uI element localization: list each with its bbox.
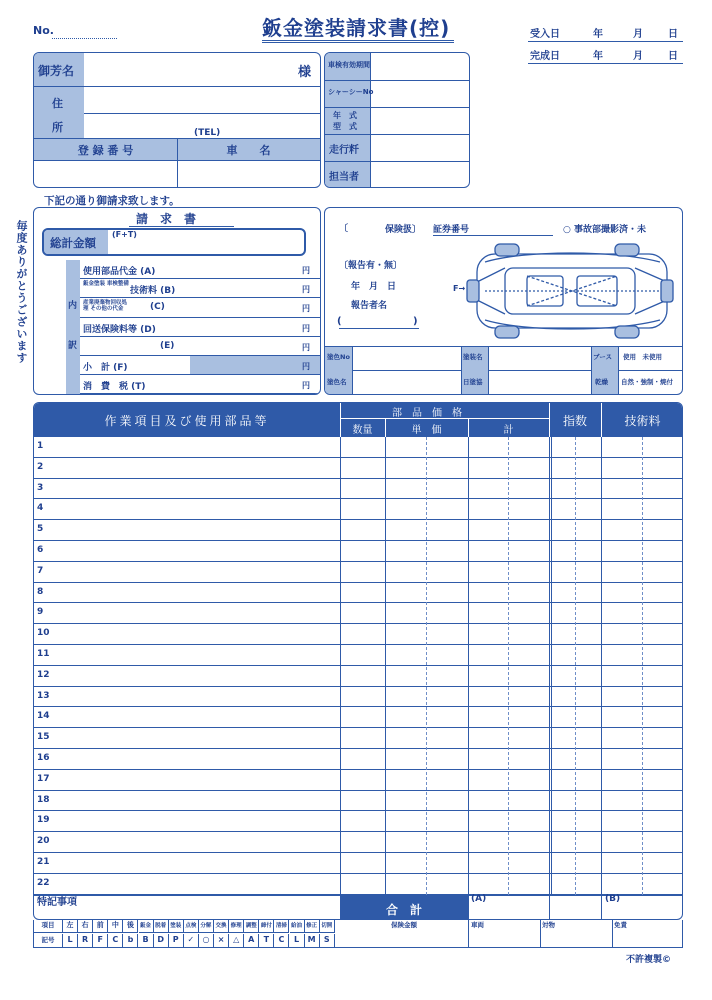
report-date-label: 年 月 日 <box>351 282 397 292</box>
table-row[interactable] <box>34 811 683 832</box>
paint-name-label: 塗装名 <box>463 353 483 361</box>
tel-label: (TEL) <box>194 128 221 138</box>
invoice-box <box>33 207 321 395</box>
legend-item: 交換 <box>214 920 229 933</box>
reg-no-field[interactable] <box>34 161 177 187</box>
yen-unit: 円 <box>302 285 310 295</box>
row-number: 16 <box>37 753 50 763</box>
property-amount-label: 対物 <box>542 921 555 929</box>
breakdown-label: 回送保険料等 (D) <box>83 324 156 335</box>
breakdown-label: 消 費 税 (T) <box>83 382 146 393</box>
table-row[interactable] <box>34 874 683 895</box>
table-row[interactable] <box>34 520 683 541</box>
vehicle-amount-label: 車両 <box>471 921 484 929</box>
total-header: 計 <box>503 424 514 436</box>
table-row[interactable] <box>34 624 683 645</box>
document-number-label: No. <box>33 24 54 37</box>
legend-item: 修理 <box>229 920 244 933</box>
row-number: 5 <box>37 524 44 535</box>
legend-code: C <box>274 934 289 947</box>
model-year-label: 年 式 <box>333 111 357 120</box>
sum-b-field[interactable] <box>601 896 683 920</box>
paint-name-field[interactable] <box>489 347 591 370</box>
completed-day-label: 日 <box>668 51 678 62</box>
legend-code: T <box>259 934 274 947</box>
column-divider <box>426 437 427 895</box>
legend-item: 清掃 <box>274 920 289 933</box>
legend-code: R <box>78 934 93 947</box>
parts-price-header: 部 品 価 格 <box>392 408 462 419</box>
table-row[interactable] <box>34 770 683 791</box>
row-number: 2 <box>37 461 44 472</box>
reporter-paren-open: ( <box>337 316 342 327</box>
column-divider <box>642 437 643 895</box>
inspection-field[interactable] <box>372 53 470 80</box>
deductible-field[interactable] <box>612 920 684 947</box>
breakdown-label: 小 計 (F) <box>83 363 128 373</box>
header-col-divider-1 <box>340 403 341 437</box>
legend-item: 左 <box>63 920 78 933</box>
row-number: 13 <box>37 690 50 701</box>
car-damage-diagram[interactable] <box>465 242 675 340</box>
insurance-amount-label: 保険金額 <box>391 921 417 929</box>
header-col-divider-4 <box>549 403 550 437</box>
table-row[interactable] <box>34 458 683 479</box>
column-divider <box>468 437 469 895</box>
column-divider <box>549 437 552 895</box>
staff-label: 担当者 <box>329 172 359 183</box>
table-row[interactable] <box>34 479 683 500</box>
row-number: 9 <box>37 607 44 618</box>
row-number: 6 <box>37 545 44 555</box>
color-name-label: 塗色名 <box>327 378 347 386</box>
sum-label-cell <box>340 896 468 920</box>
legend-item: 脱着 <box>154 920 169 933</box>
legend-code: D <box>154 934 169 947</box>
dry-label: 乾燥 <box>595 378 608 386</box>
header-col-divider-5 <box>601 403 602 437</box>
total-amount-row[interactable] <box>42 228 306 256</box>
sum-b-label: (B) <box>605 894 621 904</box>
honorific-label: 様 <box>298 65 312 80</box>
breakdown-label: (E) <box>160 340 175 351</box>
reporter-underline <box>339 328 419 329</box>
received-day-label: 日 <box>668 29 678 40</box>
table-row[interactable] <box>34 687 683 708</box>
booth-value[interactable]: 使用 未使用 <box>623 353 662 361</box>
row-number: 14 <box>37 711 50 722</box>
customer-box <box>33 52 321 188</box>
remarks-label: 特記事項 <box>37 897 77 908</box>
table-row[interactable] <box>34 645 683 666</box>
received-month-label: 月 <box>633 29 643 40</box>
legend-item-header: 項目 <box>34 920 63 933</box>
legend-code: b <box>123 934 138 947</box>
deductible-label: 免責 <box>614 921 627 929</box>
front-direction-label: F→ <box>453 284 466 293</box>
name-label: 御芳名 <box>38 64 75 78</box>
yen-unit: 円 <box>302 266 310 275</box>
japan-paint-label: 日塗協 <box>463 378 483 386</box>
legend-code: L <box>63 934 78 947</box>
table-row[interactable] <box>34 603 683 624</box>
item-header: 作業項目及び使用部品等 <box>104 413 270 428</box>
breakdown-sublabel: 鈑金塗装 車検整備 <box>83 281 129 288</box>
legend-code: B <box>139 934 154 947</box>
policy-number-label: 証券番号 <box>433 225 470 235</box>
policy-number-line <box>433 235 553 236</box>
legend-item: 塗装 <box>169 920 184 933</box>
breakdown-label: 技術料 (B) <box>130 286 176 297</box>
work-table <box>33 402 683 920</box>
legend-item: 前 <box>93 920 108 933</box>
yen-unit: 円 <box>302 362 310 371</box>
row-number: 18 <box>37 794 50 805</box>
table-row[interactable] <box>34 583 683 604</box>
paint-color-label: 塗色No <box>327 353 350 361</box>
legend-table <box>33 920 683 948</box>
accident-photo-label[interactable]: ○ 事故部撮影済・未 <box>563 225 646 235</box>
legend-item: 給油 <box>290 920 305 933</box>
row-number: 10 <box>37 628 50 639</box>
property-amount-field[interactable] <box>540 920 612 947</box>
breakdown-row[interactable] <box>80 260 320 279</box>
breakdown-row[interactable] <box>80 279 320 298</box>
breakdown-row[interactable] <box>80 356 320 375</box>
report-label: 〔報告有・無〕 <box>339 261 403 271</box>
legend-code: F <box>93 934 108 947</box>
table-row[interactable] <box>34 791 683 812</box>
legend-item: 中 <box>108 920 123 933</box>
breakdown-row[interactable] <box>80 337 320 356</box>
legend-code: A <box>244 934 259 947</box>
row-number: 21 <box>37 857 50 867</box>
chassis-field[interactable] <box>372 80 470 107</box>
staff-field[interactable] <box>372 161 470 188</box>
table-row[interactable] <box>34 832 683 853</box>
table-row[interactable] <box>34 749 683 770</box>
insurance-bracket-open: 〔 <box>339 224 349 234</box>
reporter-paren-close: ) <box>413 316 418 327</box>
reg-no-label: 登 録 番 号 <box>77 144 134 157</box>
sum-label: 合 計 <box>385 902 422 917</box>
subtotal-shade <box>190 356 320 374</box>
legend-code: S <box>320 934 335 947</box>
row-number: 3 <box>37 482 44 493</box>
invoice-heading-underline <box>129 226 234 227</box>
model-type-label: 型 式 <box>333 122 357 131</box>
column-divider <box>601 437 602 895</box>
index-header: 指数 <box>562 413 587 428</box>
received-year-label: 年 <box>593 29 603 40</box>
reporter-name-label: 報告者名 <box>351 301 388 311</box>
received-date-label: 受入日 <box>530 29 560 40</box>
row-number: 4 <box>37 503 44 514</box>
sum-a-field[interactable] <box>468 896 549 920</box>
legend-code: ✓ <box>184 934 199 947</box>
row-number: 19 <box>37 815 50 826</box>
address-midline <box>84 113 320 114</box>
breakdown-label-column <box>66 260 80 394</box>
breakdown-label-2: 訳 <box>68 341 78 351</box>
table-row[interactable] <box>34 728 683 749</box>
legend-code-header: 記号 <box>34 934 63 947</box>
car-name-field[interactable] <box>177 161 320 187</box>
insurance-box <box>324 207 683 395</box>
header-col-divider-2 <box>385 419 386 437</box>
total-amount-label: 総計金額 <box>50 236 96 250</box>
document-number-line <box>52 38 117 39</box>
legend-item: 締付 <box>259 920 274 933</box>
table-row[interactable] <box>34 666 683 687</box>
row-number: 12 <box>37 669 50 680</box>
legend-item: 切開 <box>320 920 335 933</box>
paint-color-field[interactable] <box>353 347 461 370</box>
model-field[interactable] <box>372 107 470 134</box>
legend-code: × <box>214 934 229 947</box>
booth-label: ブース <box>593 353 612 361</box>
table-row[interactable] <box>34 499 683 520</box>
insurance-label: 保険扱〕 <box>385 225 422 235</box>
completed-date-label: 完成日 <box>530 51 560 62</box>
mileage-label: 走行粁 <box>329 145 359 156</box>
legend-code: L <box>290 934 305 947</box>
completed-month-label: 月 <box>633 51 643 62</box>
breakdown-label-1: 内 <box>68 301 78 311</box>
legend-item: 修正 <box>305 920 320 933</box>
legend-item: 後 <box>123 920 138 933</box>
yen-unit: 円 <box>302 342 310 352</box>
legend-code: C <box>108 934 123 947</box>
name-field[interactable] <box>84 53 320 87</box>
side-thanks-text: 毎度ありがとうございます <box>15 220 28 364</box>
received-date-row <box>528 24 683 42</box>
legend-item: 調整 <box>244 920 259 933</box>
legend-item: 点検 <box>184 920 199 933</box>
legend-item: 鈑金 <box>139 920 154 933</box>
qty-header: 数量 <box>352 424 373 436</box>
header-col-divider-3 <box>468 419 469 437</box>
yen-unit: 円 <box>302 304 310 314</box>
table-row[interactable] <box>34 853 683 874</box>
table-row[interactable] <box>34 437 683 458</box>
row-number: 7 <box>37 565 44 576</box>
table-row[interactable] <box>34 707 683 728</box>
invoice-notice: 下記の通り御請求致します。 <box>44 195 180 207</box>
column-divider <box>385 437 386 895</box>
column-divider <box>340 437 341 895</box>
sum-a-label: (A) <box>471 894 487 904</box>
chassis-label: シャーシーNo <box>328 88 374 96</box>
car-name-label: 車 名 <box>226 144 271 157</box>
invoice-heading: 請 求 書 <box>136 212 197 226</box>
breakdown-row[interactable] <box>80 375 320 394</box>
breakdown-sublabel: 産業廃棄物回収処理 その他の代金 <box>83 300 128 313</box>
row-number: 20 <box>37 836 50 847</box>
breakdown-label: (C) <box>150 302 165 313</box>
sum-gap-cell <box>549 896 601 920</box>
legend-item: 右 <box>78 920 93 933</box>
yen-unit: 円 <box>302 323 310 333</box>
remarks-row[interactable] <box>34 895 683 920</box>
title-underline <box>262 40 454 43</box>
legend-code: ○ <box>199 934 214 947</box>
table-row[interactable] <box>34 562 683 583</box>
vehicle-amount-field[interactable] <box>468 920 540 947</box>
completed-year-label: 年 <box>593 51 603 62</box>
total-formula: (F+T) <box>112 230 137 239</box>
address-label-1: 住 <box>52 97 63 110</box>
mileage-field[interactable] <box>372 134 470 161</box>
row-number: 15 <box>37 732 50 743</box>
column-divider <box>508 437 509 895</box>
legend-code: P <box>169 934 184 947</box>
row-number: 8 <box>37 586 44 597</box>
japan-paint-field[interactable] <box>489 371 591 395</box>
dry-value[interactable]: 自然・強制・焼付 <box>621 378 673 386</box>
row-number: 1 <box>37 441 44 451</box>
row-number: 17 <box>37 773 50 784</box>
tech-fee-header: 技術料 <box>624 413 661 428</box>
breakdown-row[interactable] <box>80 298 320 317</box>
column-divider <box>575 437 576 895</box>
color-name-field[interactable] <box>353 371 461 395</box>
breakdown-label: 使用部品代金 (A) <box>83 267 156 277</box>
row-number: 11 <box>37 649 50 659</box>
vehicle-box <box>324 52 470 188</box>
legend-code: M <box>305 934 320 947</box>
copyright-notice: 不許複製© <box>626 955 672 965</box>
breakdown-row[interactable] <box>80 318 320 337</box>
address-label-2: 所 <box>52 121 63 134</box>
legend-code: △ <box>229 934 244 947</box>
table-row[interactable] <box>34 541 683 562</box>
page-title: 鈑金塗装請求書(控) <box>262 16 451 40</box>
row-number: 22 <box>37 877 50 888</box>
legend-item: 分解 <box>199 920 214 933</box>
completed-date-row <box>528 46 683 64</box>
unit-price-header: 単 価 <box>411 424 442 436</box>
yen-unit: 円 <box>302 381 310 391</box>
inspection-label: 車検有効期間 <box>328 61 370 69</box>
